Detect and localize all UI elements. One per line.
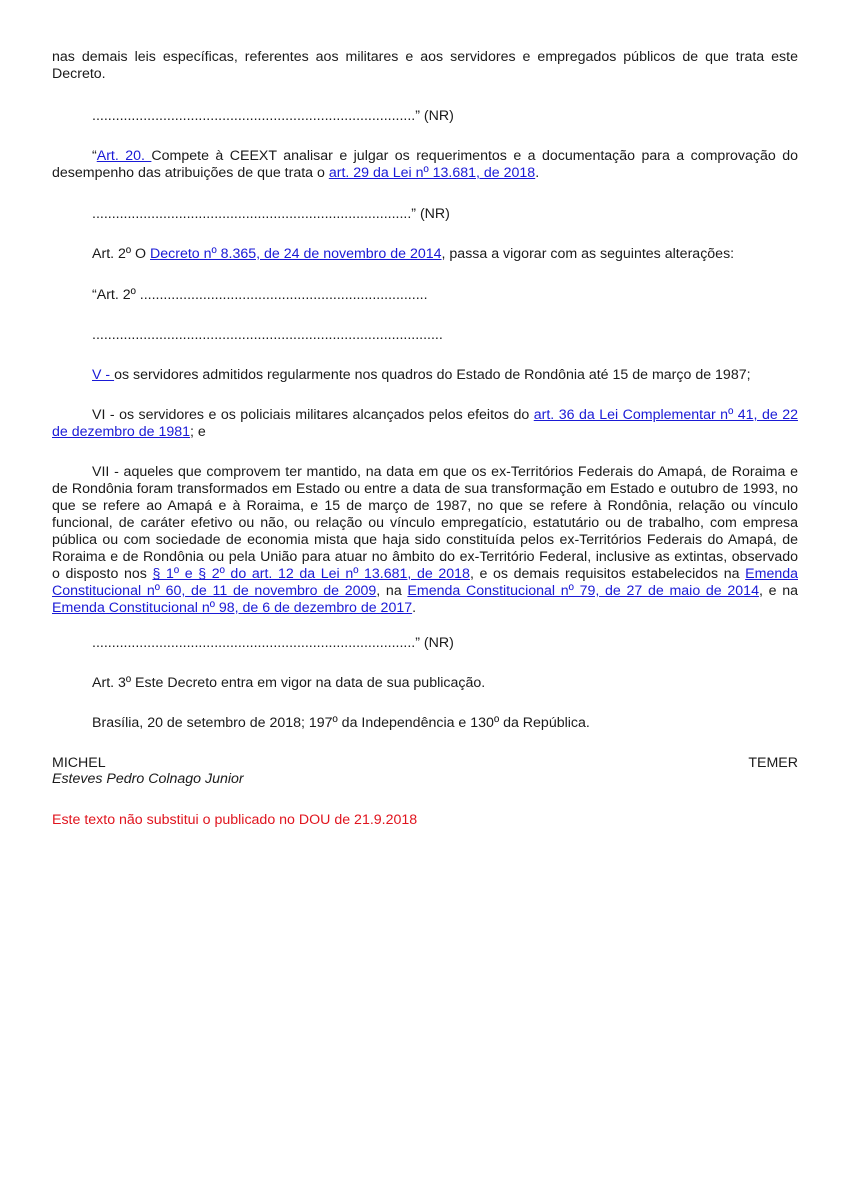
disclaimer-text: Este texto não substitui o publicado no DOU de 21.9.2018 — [52, 812, 418, 828]
punctuation: . — [535, 165, 540, 181]
item-vi-text: VI - os servidores e os policiais militares alcançados pelos efeitos do — [92, 407, 534, 423]
ellipsis-dots: ......................................................................... — [139, 287, 428, 303]
art2-suffix: , passa a vigorar com as seguintes alterações: — [441, 246, 735, 262]
date-line — [52, 715, 798, 732]
item-vii-text-3: , na — [376, 583, 408, 599]
disclaimer — [52, 812, 798, 829]
art2-quote-label: “Art. 2º — [92, 287, 140, 303]
paragraph-art2 — [52, 246, 798, 263]
art3-text: Art. 3º Este Decreto entra em vigor na data de sua publicação. — [92, 675, 486, 691]
signature-last-name: TEMER — [748, 755, 798, 771]
item-vii-text-2: , e os demais requisitos estabelecidos na — [469, 566, 746, 582]
nr-line-1 — [52, 108, 798, 125]
item-vii-text-5: . — [412, 600, 417, 616]
link-ec-98-2017[interactable]: Emenda Constitucional nº 98, de 6 de dezembro de 2017 — [52, 600, 413, 616]
item-v-text: os servidores admitidos regularmente nos quadros do Estado de Rondônia até 15 de março de 1987; — [114, 367, 751, 383]
dots-line — [52, 327, 798, 344]
nr-marker: ” (NR) — [415, 635, 454, 651]
intro-text: nas demais leis específicas, referentes aos militares e aos servidores e empregados públicos de que trata este Decreto. — [52, 49, 798, 82]
item-vi — [52, 407, 798, 441]
ellipsis-dots: ................................................................................. — [92, 206, 412, 222]
item-vii-text-4: , e na — [758, 583, 798, 599]
nr-marker: ” (NR) — [411, 206, 450, 222]
ellipsis-dots: ......................................................................................... — [92, 327, 443, 343]
item-vii — [52, 464, 798, 617]
paragraph-art3 — [52, 675, 798, 692]
link-item-v[interactable]: V - — [92, 367, 115, 383]
item-v — [52, 367, 798, 384]
signature-block — [52, 755, 798, 788]
item-vi-tail: ; e — [190, 424, 206, 440]
nr-marker: ” (NR) — [415, 108, 454, 124]
quote-mark: “ — [92, 148, 97, 164]
art20-text: Compete à CEEXT analisar e julgar os requerimentos e a documentação para a comprovação do desempenho das atribuições de que trata o — [52, 148, 799, 181]
president-signature — [52, 755, 798, 771]
paragraph-intro — [52, 49, 798, 83]
minister-signature: Esteves Pedro Colnago Junior — [52, 771, 244, 787]
link-lc-41-1981[interactable]: art. 36 da Lei Complementar nº 41, de 22 de dezembro de 1981 — [52, 407, 798, 440]
nr-line-3 — [52, 635, 798, 652]
signature-first-name: MICHEL — [52, 755, 106, 771]
link-decreto-8365[interactable]: Decreto nº 8.365, de 24 de novembro de 2014 — [150, 246, 442, 262]
link-art-29-lei-13681[interactable]: art. 29 da Lei nº 13.681, de 2018 — [328, 165, 536, 181]
link-ec-79-2014[interactable]: Emenda Constitucional nº 79, de 27 de maio de 2014 — [407, 583, 759, 599]
ellipsis-dots: .................................................................................. — [92, 635, 416, 651]
paragraph-art20 — [52, 148, 798, 182]
art2-quote-line — [52, 287, 798, 304]
art2-prefix: Art. 2º O — [92, 246, 151, 262]
nr-line-2 — [52, 206, 798, 223]
link-ec-60-2009[interactable]: Emenda Constitucional nº 60, de 11 de novembro de 2009 — [52, 566, 798, 599]
ellipsis-dots: .................................................................................. — [92, 108, 416, 124]
link-art-20[interactable]: Art. 20. — [96, 148, 152, 164]
date-text: Brasília, 20 de setembro de 2018; 197º da Independência e 130º da República. — [92, 715, 590, 731]
item-vii-text: VII - aqueles que comprovem ter mantido, na data em que os ex-Territórios Federais do Amapá, de Roraima e de Rondônia foram transformados em Estado ou entre a data de sua transformação em Estado e outubro de 1993, no que se refere ao Amapá e à Roraima, e 15 de março de 1987, no que se refere à Rondônia, relação ou vínculo funcional, de caráter efetivo ou não, ou relação ou vínculo empregatício, estatutário ou de trabalho, com empresa pública ou com sociedade de economia mista que haja sido constituída pelos ex-Territórios Federais do Amapá, de Roraima e de Rondônia ou pela União para atuar no âmbito do ex-Território Federal, inclusive as extintas, observado o disposto nos — [52, 464, 798, 582]
link-art-12-lei-13681[interactable]: § 1º e § 2º do art. 12 da Lei nº 13.681, de 2018 — [152, 566, 470, 582]
